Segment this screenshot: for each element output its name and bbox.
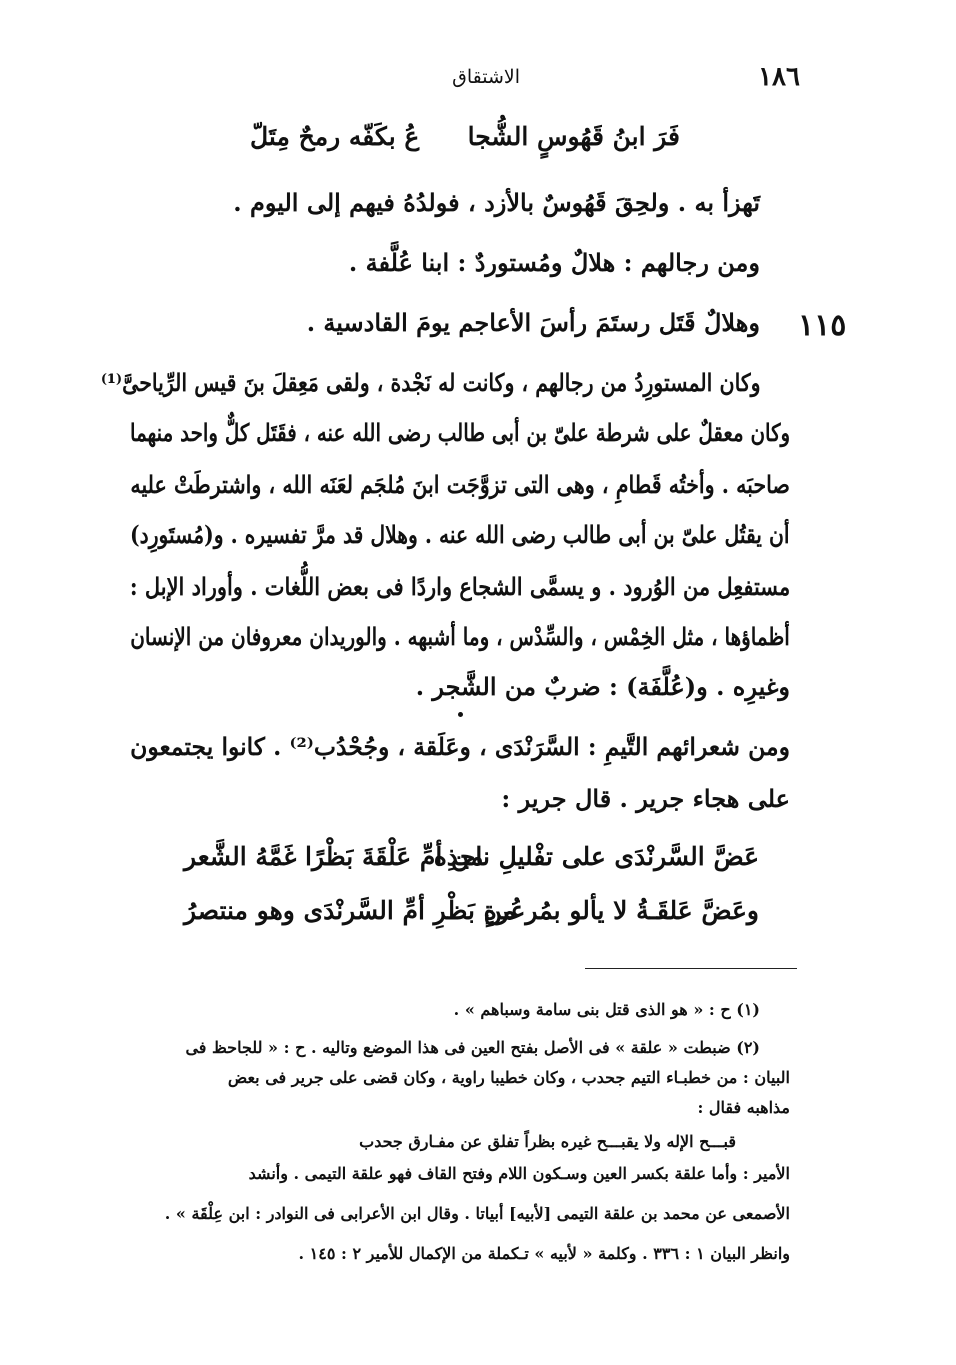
footnote-line: (٢) ضبطت « علقة » فى الأصل بفتح العين فى هذا الموضع وتاليه . ح : « للجاحظ فى <box>185 1038 760 1057</box>
body-line: وكان معقلٌ على شرطة علىّ بن أبى طالب رضى الله عنه ، فقَتَل كلٌّ واحد منهما <box>129 418 790 447</box>
footnote-divider <box>585 968 797 969</box>
running-title: الاشتقاق <box>452 66 520 88</box>
footnote-line: الأصمعى عن محمد بن علقة التيمى [لأبيه] أبياتا . وقال ابن الأعرابى فى النوادر : ابن عِلْقَة » . <box>164 1204 790 1223</box>
body-line: وهلالٌ قَتَل رستَمَ رأسَ الأعاجم يومَ القادسية . <box>306 308 760 337</box>
verse-line <box>184 896 759 936</box>
footnote-line: البيان : من خطبـاء التيم جحدب ، وكان خطيبا راوية ، وكان قضى على جرير فى بعض <box>227 1068 790 1087</box>
verse-hemistich: فَرَ ابنُ قَهُوسٍ الشُّجا <box>467 122 680 151</box>
footnote-line: (١) ح : « هو الذى قتل بنى سامة وسباهم » . <box>453 1000 760 1019</box>
verse-hemistich: من بَظْرِ أمِّ السَّرنْدَى وهو منتصرُ <box>184 896 517 925</box>
body-line: تَهزأ به . ولحِقَ قَهُوسٌ بالأزد ، فولدُهُ فيهم إلى اليوم . <box>233 188 760 217</box>
body-line: أن يقتُل علىّ بن أبى طالب رضى الله عنه . وهلال قد مرَّ تفسيره . و(مُستَورِد) <box>130 520 790 549</box>
footnote-line: مذاهبه فقال : <box>697 1098 790 1117</box>
verse-hemistich: عَضَّ السَّرنْدَى على تفْليلِ ناجذِه <box>433 842 759 871</box>
body-line: ومن شعرائهم التَّيمِ : السَّرَنْدَى ، وعَلَقة ، وجُحْدُب⁽²⁾ . كانوا يجتمعون <box>130 732 790 761</box>
verse-hemistich: وعَضَّ عَلقَـةُ لا يألو بمُرعُرةٍ <box>483 896 759 925</box>
footnote-line: الأمير : وأما علقة بكسر العين وسـكون اللام وفتح القاف فهو علقة التيمى . وأنشد <box>248 1164 790 1183</box>
ink-mark <box>458 712 463 717</box>
verse-line-top <box>250 122 680 162</box>
page-header <box>140 62 800 98</box>
footnote-line: وانظر البيان ١ : ٣٣٦ . وكلمة « لأبيه » تـكملة من الإكمال للأمير ٢ : ١٤٥ . <box>298 1244 790 1263</box>
body-line: وكان المستورِدُ من رجالهم ، وكانت له نَجْدة ، ولقى مَعِقلَ بنَ قيس الرِّياحىَّ⁽¹⁾ <box>100 368 761 397</box>
body-line: ومن رجالهم : هلالٌ ومُستوردٌ : ابنا عُلَّفة . <box>348 248 760 277</box>
verse-line <box>184 842 759 882</box>
body-line: على هجاء جرير . قال جرير : <box>501 784 790 813</box>
body-line: صاحبَه . وأختُه قَطامِ ، وهى التى تزوَّجَت ابنَ مُلجَم لعَنَه الله ، واشترطَتْ عليه <box>130 470 790 499</box>
body-line: مستفعِل من الوُرود . و يسمَّى الشجاع واردًا فى بعض اللُّغات . وأوراد الإبل : <box>129 572 790 601</box>
verse-hemistich: عُ بكَفّه رمحٌ مِتَلّ <box>250 122 420 151</box>
footnote-verse: قبـــح الإله ولا يقبـــح غيره بظراً تفلق عن مفـارق جحدب <box>359 1132 736 1151</box>
body-line: وغيرِه . و(عُلَّفَة) : ضربٌ من الشَّجر . <box>415 672 790 701</box>
marginal-number: ١١٥ <box>798 308 847 343</box>
body-line: أظماؤها ، مثل الخِمْس ، والسِّدْس ، وما أشبهه . والوريدان معروفان من الإنسان <box>130 622 790 651</box>
page-number: ١٨٦ <box>758 62 800 92</box>
verse-hemistich: من أمِّ عَلْقَةَ بَظْرًا غَمَّهُ الشَّعر <box>184 842 484 871</box>
